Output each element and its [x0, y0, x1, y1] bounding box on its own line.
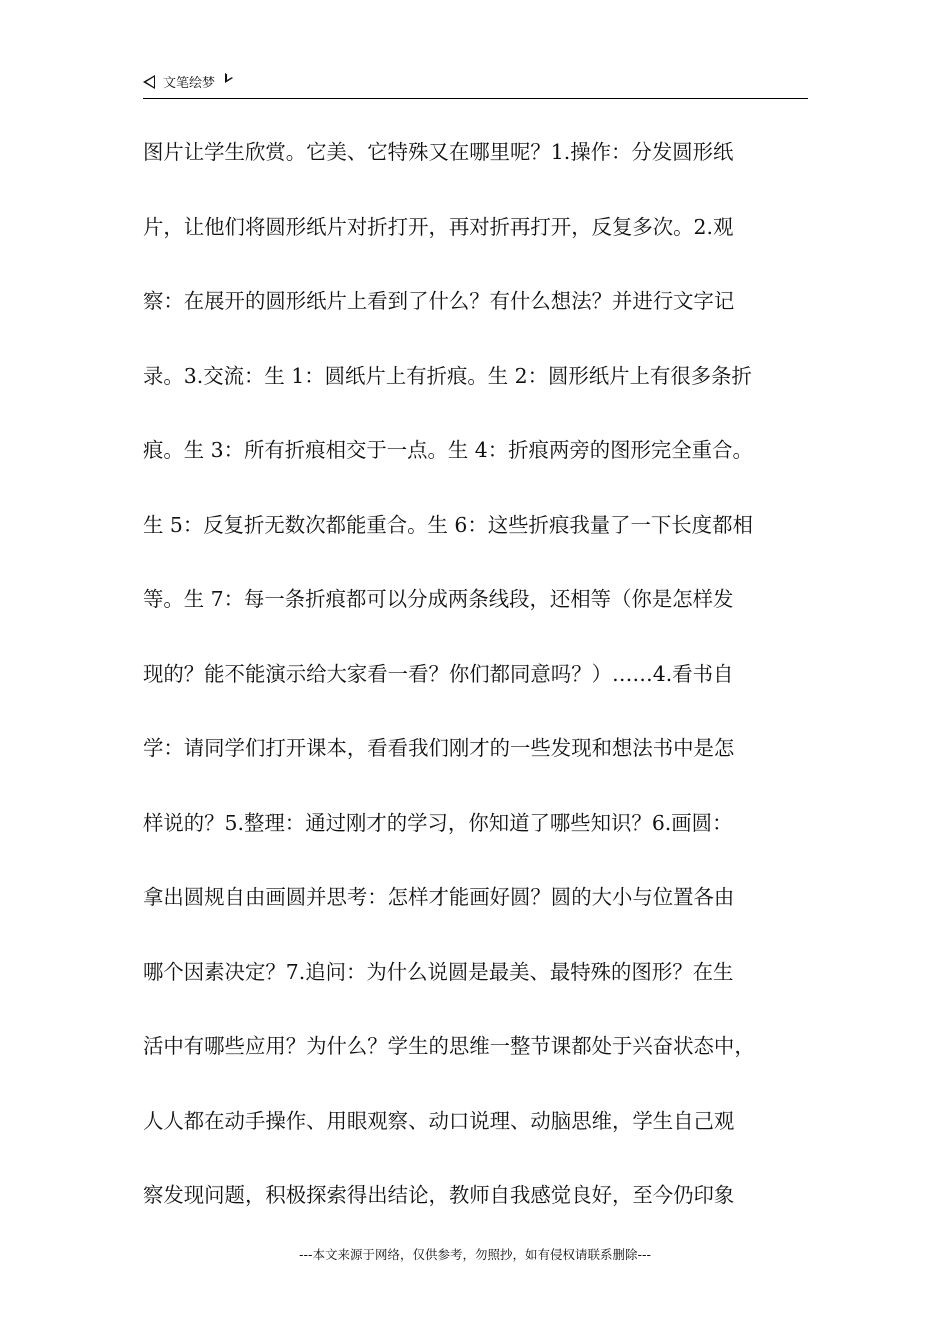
text-line: 活中有哪些应用？为什么？学生的思维一整节课都处于兴奋状态中，	[143, 1034, 755, 1058]
text-line: 察：在展开的圆形纸片上看到了什么？有什么想法？并进行文字记	[143, 289, 735, 313]
text-line: 痕。生 3：所有折痕相交于一点。生 4：折痕两旁的图形完全重合。	[143, 438, 753, 462]
text-line: 样说的？5.整理：通过刚才的学习，你知道了哪些知识？6.画圆：	[143, 810, 733, 835]
text-line: 生 5：反复折无数次都能重合。生 6：这些折痕我量了一下长度都相	[143, 512, 753, 537]
brand-label: 文笔绘梦	[163, 76, 216, 91]
text-line: 察发现问题，积极探索得出结论，教师自我感觉良好，至今仍印象	[143, 1183, 735, 1207]
text-line: 图片让学生欣赏。它美、它特殊又在哪里呢？1.操作：分发圆形纸	[143, 140, 734, 164]
document-body	[143, 132, 808, 1250]
page-footer: ---本文来源于网络，仅供参考，勿照抄，如有侵权请联系删除---	[298, 1247, 652, 1262]
triangle-right-icon	[225, 73, 233, 83]
text-line: 等。生 7：每一条折痕都可以分成两条线段，还相等（你是怎样发	[143, 587, 734, 611]
page-header	[143, 70, 808, 99]
text-line: 拿出圆规自由画圆并思考：怎样才能画好圆？圆的大小与位置各由	[143, 885, 735, 909]
text-line: 片，让他们将圆形纸片对折打开，再对折再打开，反复多次。2.观	[143, 214, 734, 239]
text-line: 现的？能不能演示给大家看一看？你们都同意吗？）……4.看书自	[143, 661, 734, 686]
text-line: 哪个因素决定？7.追问：为什么说圆是最美、最特殊的图形？在生	[143, 959, 734, 984]
text-line: 学：请同学们打开课本，看看我们刚才的一些发现和想法书中是怎	[143, 736, 735, 760]
text-line: 人人都在动手操作、用眼观察、动口说理、动脑思维，学生自己观	[143, 1108, 735, 1133]
header-brand	[143, 72, 233, 91]
text-line: 录。3.交流：生 1：圆纸片上有折痕。生 2：圆形纸片上有很多条折	[143, 363, 752, 388]
triangle-left-icon	[143, 75, 155, 89]
